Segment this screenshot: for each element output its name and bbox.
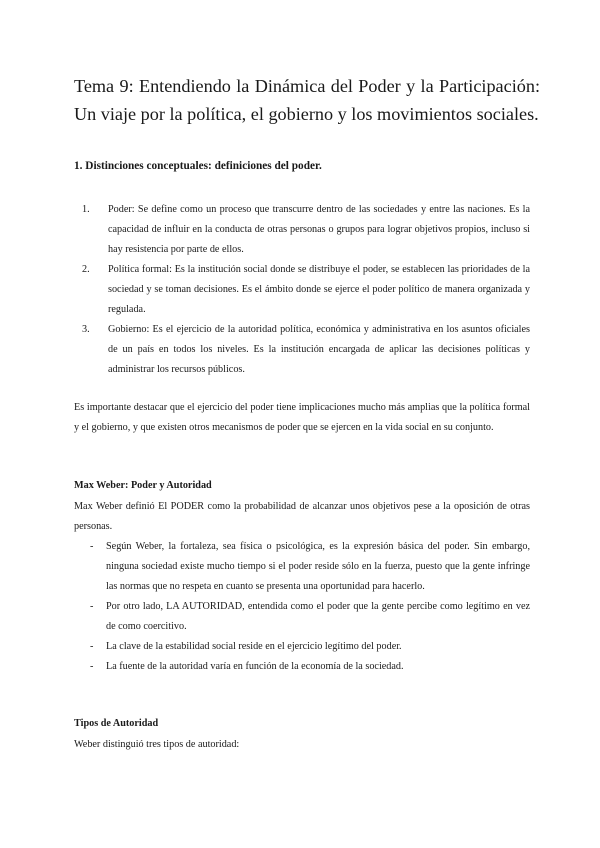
weber-bullet-list	[90, 537, 530, 677]
definitions-list	[82, 200, 530, 380]
list-item	[82, 320, 530, 380]
weber-heading: Max Weber: Poder y Autoridad	[74, 480, 212, 491]
list-number: 1.	[82, 204, 90, 215]
tipos-intro: Weber distinguió tres tipos de autoridad:	[74, 739, 240, 750]
dash-marker: -	[90, 641, 94, 652]
document-title: Tema 9: Entendiendo la Dinámica del Poder y la Participación: Un viaje por la política, el gobierno y los movimientos sociales.	[74, 76, 540, 124]
dash-marker: -	[90, 541, 94, 552]
dash-marker: -	[90, 601, 94, 612]
list-item	[90, 597, 530, 637]
list-item-text: La fuente de la autoridad varía en función de la economía de la sociedad.	[106, 661, 404, 672]
list-number: 3.	[82, 324, 90, 335]
list-item-text: La clave de la estabilidad social reside en el ejercicio legítimo del poder.	[106, 641, 402, 652]
list-item	[82, 260, 530, 320]
list-item	[90, 537, 530, 597]
tipos-heading: Tipos de Autoridad	[74, 718, 159, 729]
list-item-text: Poder: Se define como un proceso que transcurre dentro de las sociedades y entre las naciones. Es la capacidad de influir en la conducta de otras personas o grupos para lograr objetivos propios, incluso si hay resistencia por parte de ellos.	[108, 204, 530, 255]
dash-marker: -	[90, 661, 94, 672]
list-item	[82, 200, 530, 260]
list-item-text: Gobierno: Es el ejercicio de la autoridad política, económica y administrativa en los asuntos oficiales de un país en todos los niveles. Es la institución encargada de aplicar las decisiones políticas y administrar los recursos públicos.	[108, 324, 530, 375]
weber-definition: Max Weber definió El PODER como la probabilidad de alcanzar unos objetivos pese a la oposición de otras personas.	[74, 501, 530, 532]
list-item-text: Según Weber, la fortaleza, sea física o psicológica, es la expresión básica del poder. Sin embargo, ninguna sociedad existe mucho tiempo si el poder reside sólo en la fuerza, puesto que la gente infringe las normas que no respeta en cuanto se presenta una oportunidad para hacerlo.	[106, 541, 530, 592]
closing-paragraph: Es importante destacar que el ejercicio del poder tiene implicaciones mucho más amplias que la política formal y el gobierno, y que existen otros mecanismos de poder que se ejercen en la vida social en su conjunto.	[74, 402, 530, 433]
section-heading: 1. Distinciones conceptuales: definiciones del poder.	[74, 160, 322, 172]
list-number: 2.	[82, 264, 90, 275]
list-item-text: Política formal: Es la institución social donde se distribuye el poder, se establecen las prioridades de la sociedad y se toman decisiones. Es el ámbito donde se ejerce el poder político de manera organizada y regulada.	[108, 264, 530, 315]
list-item	[90, 657, 530, 677]
list-item-text: Por otro lado, LA AUTORIDAD, entendida como el poder que la gente percibe como legítimo en vez de como coercitivo.	[106, 601, 530, 632]
list-item	[90, 637, 530, 657]
